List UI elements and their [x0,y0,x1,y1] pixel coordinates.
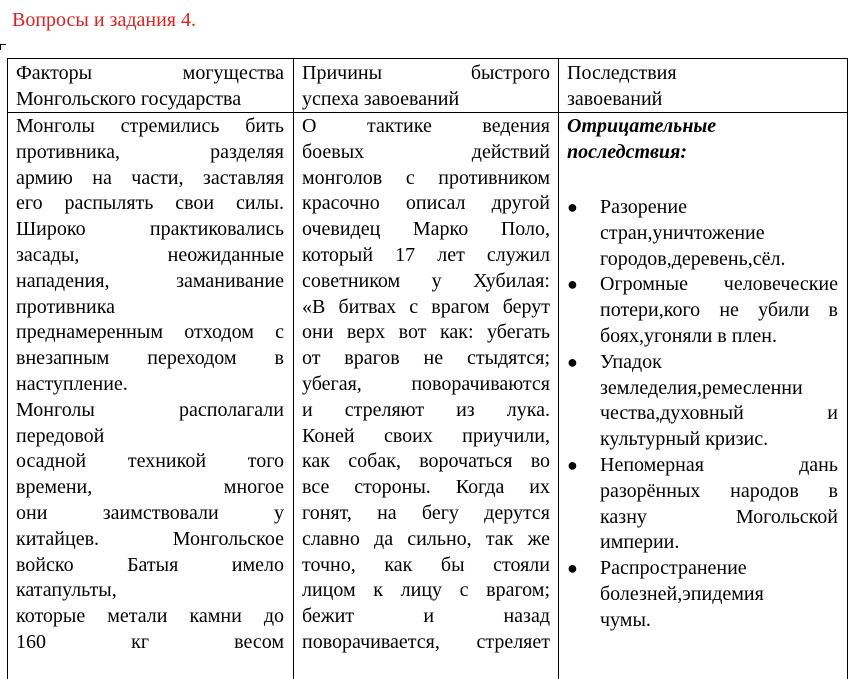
list-item-line: империи. [600,531,680,554]
reasons-line: они верх вот как: убегать [302,321,550,344]
reasons-line: «В битвах с врагом берут [302,295,550,318]
list-item [567,272,838,349]
factors-line: его распылять свои силы. [16,192,284,215]
reasons-line: убегая, поворачиваются [302,372,550,395]
factors-line: китайцев. Монгольское [16,527,284,550]
header-line: Причины быстрого [302,62,550,84]
table-move-handle[interactable] [0,44,6,50]
factors-table [7,58,848,679]
factors-line: Монголы стремились бить [16,115,284,137]
list-item-line: культурный кризис. [600,428,769,451]
column-divider-2 [558,59,559,679]
column-divider-1 [293,59,294,679]
list-item-line: чумы. [600,608,651,631]
reasons-line: точно, как бы стояли [302,553,550,576]
reasons-line: как собак, ворочаться во [302,450,550,473]
list-item-line: Распространение [600,557,747,580]
header-line: успеха завоеваний [302,87,460,110]
factors-line: противника, разделяя [16,140,284,163]
reasons-line: боевых действий [302,140,550,163]
reasons-line: О тактике ведения [302,115,550,137]
bullet-icon: ● [567,558,578,579]
subtitle-line: Отрицательные [567,115,717,137]
factors-line: передовой [16,424,105,447]
page-heading: Вопросы и задания 4. [12,9,196,31]
header-factors [16,61,284,113]
list-item-line: потери,кого не убили в [600,299,838,322]
list-item-line: Огромные человеческие [600,273,838,296]
reasons-line: лицом к лицу с врагом; [302,579,550,602]
header-reasons [302,61,550,113]
reasons-line: славно да сильно, так же [302,527,550,550]
consequences-list [567,195,838,634]
reasons-line: гонят, на бегу дерутся [302,501,550,524]
list-item-line: разорённых народов в [600,479,838,502]
consequences-cell [567,114,839,166]
factors-text [16,114,284,656]
bullet-icon: ● [567,274,578,295]
factors-line: катапульты, [16,579,117,602]
reasons-line: поворачивается, стреляет [302,630,550,653]
factors-line: преднамеренным отходом с [16,321,284,344]
reasons-text [302,114,550,656]
reasons-line: который 17 лет служил [302,243,550,266]
bullet-icon: ● [567,454,578,475]
reasons-line: монголов с противником [302,166,550,189]
list-item [567,195,838,272]
reasons-line: очевидец Марко Поло, [302,218,550,241]
reasons-line: от врагов не стыдятся; [302,347,550,370]
header-line: Последствия [567,62,677,84]
list-item-line: стран,уничтожение [600,221,765,244]
bullet-icon: ● [567,197,578,217]
list-item-line: чества,духовный и [600,402,838,425]
factors-line: которые метали камни до [16,605,284,628]
list-item-line: Упадок [600,350,662,373]
header-line: завоеваний [567,87,663,110]
factors-line: засады, неожиданные [16,243,284,266]
reasons-line: и стреляют из лука. [302,398,550,421]
list-item [567,556,838,633]
list-item-line: Непомерная дань [600,453,838,476]
factors-line: они заимствовали у [16,501,284,524]
factors-line: противника [16,295,116,318]
reasons-line: бежит и назад [302,605,550,628]
list-item-line: городов,деревень,сёл. [600,247,786,270]
factors-line: наступление. [16,372,128,395]
factors-line: войско Батыя имело [16,553,284,576]
factors-line: нападения, заманивание [16,269,284,292]
reasons-line: Коней своих приучили, [302,424,550,447]
header-consequences [567,61,837,113]
factors-line: Широко практиковались [16,218,284,241]
factors-line: осадной техникой того [16,450,284,473]
list-item-line: боях,угоняли в плен. [600,324,777,347]
bullet-icon: ● [567,351,578,372]
factors-line: 160 кг весом [16,630,284,653]
reasons-line: красочно описал другой [302,192,550,215]
subtitle-line: последствия: [567,140,688,163]
header-line: Факторы могущества [16,62,284,84]
factors-line: Монголы располагали [16,398,284,421]
list-item [567,350,838,453]
list-item-line: земледелия,ремесленни [600,376,803,399]
list-item-line: казну Могольской [600,505,838,528]
factors-line: внезапным переходом в [16,347,284,370]
list-item-line: болезней,эпидемия [600,582,764,605]
header-line: Монгольского государства [16,87,242,110]
reasons-line: все стороны. Когда их [302,476,550,499]
list-item [567,453,838,556]
list-item-line: Разорение [600,196,687,218]
column-divider-3 [847,59,848,679]
reasons-line: советником у Хубилая: [302,269,550,292]
factors-line: времени, многое [16,476,284,499]
factors-line: армию на части, заставляя [16,166,284,189]
